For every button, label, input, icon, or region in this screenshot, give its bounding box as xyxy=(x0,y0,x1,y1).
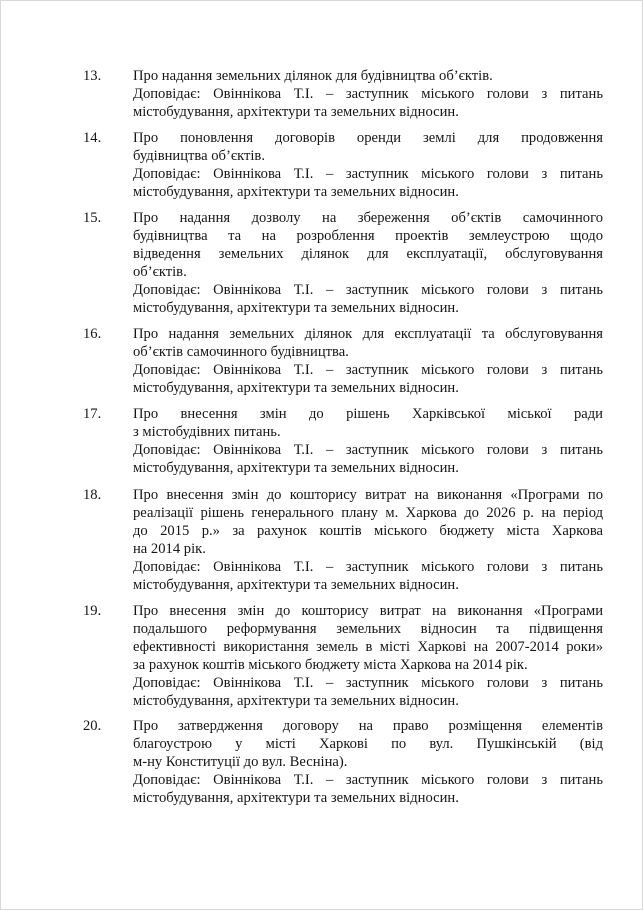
item-title-line: благоустрою у місті Харкові по вул. Пушкінській (від xyxy=(133,736,603,752)
item-body xyxy=(133,325,603,397)
item-title-line: об’єктів. xyxy=(133,264,187,280)
item-speaker-line: містобудування, архітектури та земельних відносин. xyxy=(133,380,459,396)
item-body xyxy=(133,209,603,317)
item-body xyxy=(133,717,603,807)
item-title-line: м-ну Конституції до вул. Весніна). xyxy=(133,754,348,770)
item-title-line: Про поновлення договорів оренди землі для продовження xyxy=(133,130,603,146)
item-title-line: будівництва об’єктів. xyxy=(133,148,265,164)
item-speaker-line: Доповідає: Овіннікова Т.І. – заступник міського голови з питань xyxy=(133,86,603,102)
item-number: 14. xyxy=(83,130,102,146)
item-title-line: відведення земельних ділянок для експлуатації, обслуговування xyxy=(133,246,603,262)
item-title-line: ефективності використання земель в місті Харкові на 2007-2014 роки» xyxy=(133,639,603,655)
item-speaker-line: містобудування, архітектури та земельних відносин. xyxy=(133,693,459,709)
item-title-line: до 2015 р.» за рахунок коштів міського бюджету міста Харкова xyxy=(133,523,603,539)
item-speaker-line: Доповідає: Овіннікова Т.І. – заступник міського голови з питань xyxy=(133,772,603,788)
item-body xyxy=(133,129,603,201)
item-number: 19. xyxy=(83,603,102,619)
item-title-line: Про затвердження договору на право розміщення елементів xyxy=(133,718,603,734)
item-number: 15. xyxy=(83,210,102,226)
item-speaker-line: містобудування, архітектури та земельних відносин. xyxy=(133,790,459,806)
item-title-line: реалізації рішень генерального плану м. Харкова до 2026 р. на період xyxy=(133,505,603,521)
item-speaker-line: Доповідає: Овіннікова Т.І. – заступник міського голови з питань xyxy=(133,362,603,378)
item-title-line: будівництва та на розроблення проектів землеустрою щодо xyxy=(133,228,603,244)
item-speaker-line: містобудування, архітектури та земельних відносин. xyxy=(133,300,459,316)
item-title-line: на 2014 рік. xyxy=(133,541,206,557)
item-title-line: Про внесення змін до рішень Харківської міської ради xyxy=(133,406,603,422)
item-title-line: Про надання дозволу на збереження об’єктів самочинного xyxy=(133,210,603,226)
item-speaker-line: містобудування, архітектури та земельних відносин. xyxy=(133,577,459,593)
item-number: 17. xyxy=(83,406,102,422)
item-speaker-line: Доповідає: Овіннікова Т.І. – заступник міського голови з питань xyxy=(133,675,603,691)
item-speaker-line: містобудування, архітектури та земельних відносин. xyxy=(133,184,459,200)
item-body xyxy=(133,486,603,594)
item-number: 16. xyxy=(83,326,102,342)
item-title-line: з містобудівних питань. xyxy=(133,424,281,440)
item-body xyxy=(133,602,603,710)
item-title-line: об’єктів самочинного будівництва. xyxy=(133,344,349,360)
item-title-line: за рахунок коштів міського бюджету міста Харкова на 2014 рік. xyxy=(133,657,528,673)
item-title-line: Про внесення змін до кошторису витрат на виконання «Програми по xyxy=(133,487,603,503)
item-number: 13. xyxy=(83,68,102,84)
item-speaker-line: містобудування, архітектури та земельних відносин. xyxy=(133,104,459,120)
item-number: 20. xyxy=(83,718,102,734)
item-body xyxy=(133,67,603,121)
item-body xyxy=(133,405,603,477)
item-speaker-line: Доповідає: Овіннікова Т.І. – заступник міського голови з питань xyxy=(133,442,603,458)
item-speaker-line: Доповідає: Овіннікова Т.І. – заступник міського голови з питань xyxy=(133,166,603,182)
item-speaker-line: Доповідає: Овіннікова Т.І. – заступник міського голови з питань xyxy=(133,282,603,298)
item-number: 18. xyxy=(83,487,102,503)
item-title-line: Про надання земельних ділянок для будівництва об’єктів. xyxy=(133,68,493,84)
item-title-line: Про внесення змін до кошторису витрат на виконання «Програми xyxy=(133,603,603,619)
item-title-line: подальшого реформування земельних відносин та підвищення xyxy=(133,621,603,637)
item-speaker-line: містобудування, архітектури та земельних відносин. xyxy=(133,460,459,476)
item-speaker-line: Доповідає: Овіннікова Т.І. – заступник міського голови з питань xyxy=(133,559,603,575)
item-title-line: Про надання земельних ділянок для експлуатації та обслуговування xyxy=(133,326,603,342)
